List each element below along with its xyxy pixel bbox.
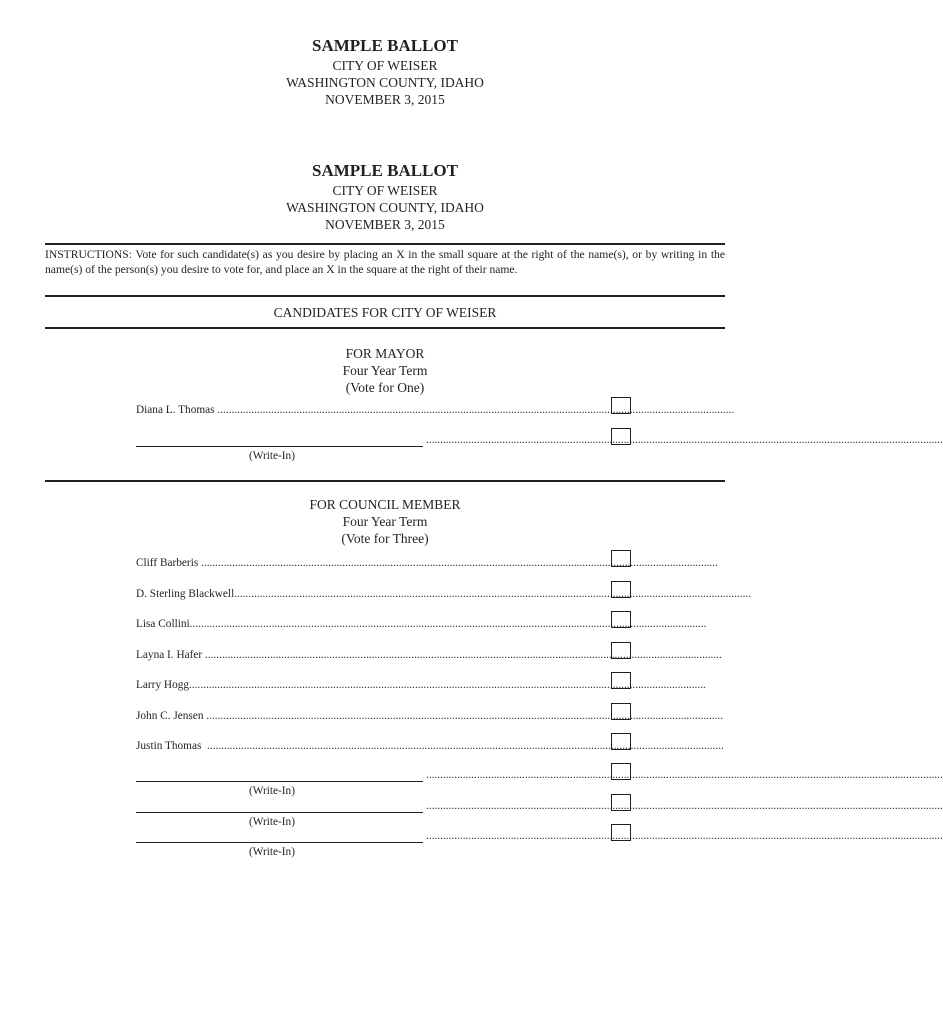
- dot-leader: .......................................................................................................................................................................................: [189, 618, 707, 630]
- candidate-row: [136, 557, 718, 569]
- ballot-title: SAMPLE BALLOT: [312, 161, 458, 180]
- city-name: CITY OF WEISER: [332, 183, 438, 198]
- election-date: NOVEMBER 3, 2015: [325, 217, 445, 232]
- dot-leader: .......................................................................................................................................................................................: [207, 740, 724, 752]
- vote-checkbox[interactable]: [611, 733, 631, 750]
- candidate-name: Lisa Collini: [136, 618, 190, 630]
- vote-checkbox[interactable]: [611, 703, 631, 720]
- dot-leader: .......................................................................................................................................................................................: [426, 830, 943, 842]
- vote-checkbox[interactable]: [611, 642, 631, 659]
- vote-checkbox[interactable]: [611, 794, 631, 811]
- write-in-label: (Write-In): [249, 846, 295, 858]
- vote-for-count: (Vote for One): [345, 380, 425, 395]
- write-in-field[interactable]: [136, 842, 423, 843]
- divider: [45, 480, 725, 482]
- office-title: FOR MAYOR: [345, 346, 425, 361]
- candidate-row: [136, 588, 752, 600]
- candidate-name: Cliff Barberis: [136, 557, 199, 569]
- write-in-field[interactable]: [136, 446, 423, 447]
- dot-leader: .......................................................................................................................................................................................: [426, 800, 943, 812]
- candidate-name: John C. Jensen: [136, 710, 204, 722]
- candidate-name: Layna I. Hafer: [136, 649, 203, 661]
- ballot-title: SAMPLE BALLOT: [312, 36, 458, 55]
- vote-checkbox[interactable]: [611, 611, 631, 628]
- write-in-label: (Write-In): [249, 785, 295, 797]
- vote-checkbox[interactable]: [611, 428, 631, 445]
- vote-checkbox[interactable]: [611, 397, 631, 414]
- candidate-name: D. Sterling Blackwell: [136, 588, 235, 600]
- dot-leader: .......................................................................................................................................................................................: [189, 679, 706, 691]
- dot-leader: .......................................................................................................................................................................................: [217, 404, 735, 416]
- divider: [45, 295, 725, 297]
- write-in-label: (Write-In): [249, 450, 295, 462]
- divider: [45, 243, 725, 245]
- candidate-row: [136, 404, 735, 416]
- candidate-row: [136, 679, 706, 691]
- candidate-name: Larry Hogg: [136, 679, 190, 691]
- dot-leader: .......................................................................................................................................................................................: [206, 710, 724, 722]
- dot-leader: .......................................................................................................................................................................................: [426, 769, 943, 781]
- election-date: NOVEMBER 3, 2015: [325, 92, 445, 107]
- candidate-row: [136, 740, 724, 752]
- candidate-row: [136, 649, 722, 661]
- vote-checkbox[interactable]: [611, 763, 631, 780]
- dot-leader: .......................................................................................................................................................................................: [201, 557, 718, 569]
- candidate-row: [136, 618, 707, 630]
- write-in-label: (Write-In): [249, 816, 295, 828]
- candidate-name: Justin Thomas: [136, 740, 202, 752]
- dot-leader: .......................................................................................................................................................................................: [205, 649, 722, 661]
- dot-leader: .......................................................................................................................................................................................: [426, 434, 943, 446]
- vote-for-count: (Vote for Three): [341, 531, 429, 546]
- candidate-name: Diana L. Thomas: [136, 404, 215, 416]
- term-length: Four Year Term: [342, 514, 428, 529]
- county-name: WASHINGTON COUNTY, IDAHO: [286, 200, 484, 215]
- section-title: CANDIDATES FOR CITY OF WEISER: [273, 305, 497, 320]
- term-length: Four Year Term: [342, 363, 428, 378]
- write-in-field[interactable]: [136, 812, 423, 813]
- county-name: WASHINGTON COUNTY, IDAHO: [286, 75, 484, 90]
- divider: [45, 327, 725, 329]
- candidate-row: [136, 710, 724, 722]
- office-title: FOR COUNCIL MEMBER: [309, 497, 461, 512]
- vote-checkbox[interactable]: [611, 550, 631, 567]
- vote-checkbox[interactable]: [611, 581, 631, 598]
- write-in-field[interactable]: [136, 781, 423, 782]
- vote-checkbox[interactable]: [611, 824, 631, 841]
- city-name: CITY OF WEISER: [332, 58, 438, 73]
- dot-leader: .......................................................................................................................................................................................: [234, 588, 752, 600]
- instructions-text: INSTRUCTIONS: Vote for such candidate(s) as you desire by placing an X in the small square at the right of the name(s), or by writing in the name(s) of the person(s) you desire to vote for, and place an X in the square at the right of their name.: [45, 248, 725, 276]
- vote-checkbox[interactable]: [611, 672, 631, 689]
